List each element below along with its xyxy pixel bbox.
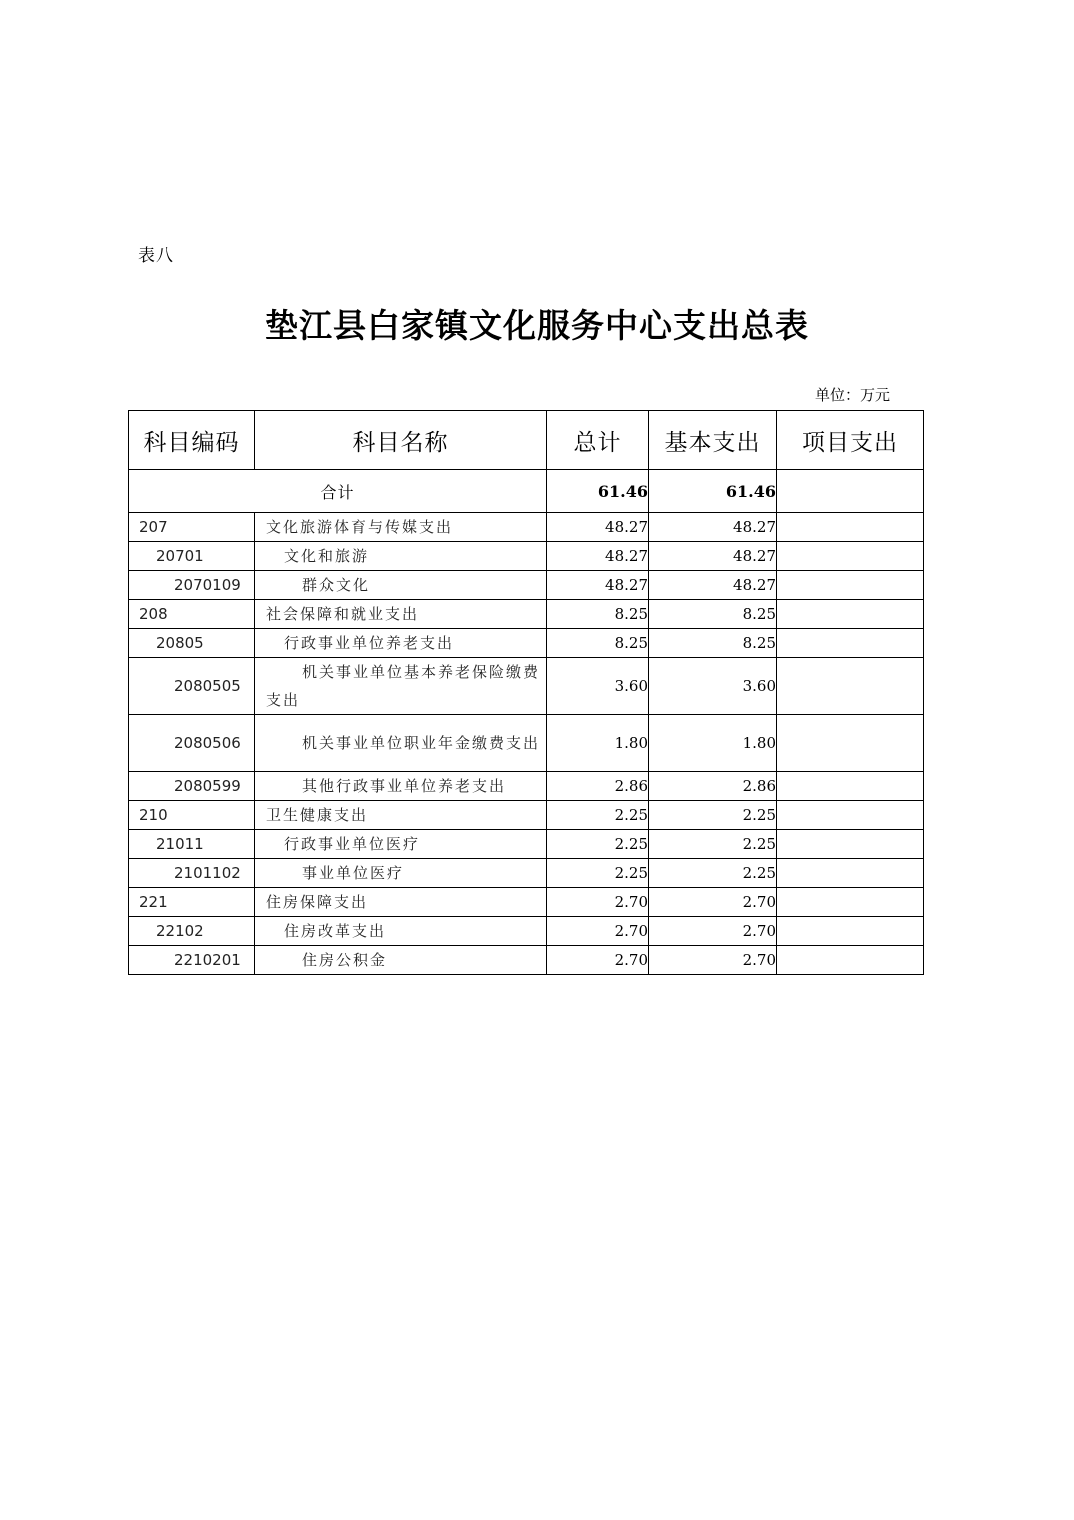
row-code: 2210201 [129,946,255,975]
table-row [129,801,924,830]
row-name: 社会保障和就业支出 [255,600,547,629]
row-code: 2080505 [129,658,255,715]
row-total: 8.25 [547,600,649,629]
row-basic: 3.60 [649,658,777,715]
table-row [129,715,924,772]
table-number-label: 表八 [138,246,174,266]
table-row [129,658,924,715]
table-row [129,888,924,917]
total-label: 合计 [129,470,547,513]
row-project [777,772,924,801]
row-code: 22102 [129,917,255,946]
row-total: 2.25 [547,859,649,888]
row-project [777,888,924,917]
row-code: 221 [129,888,255,917]
row-total: 48.27 [547,513,649,542]
row-code: 207 [129,513,255,542]
row-project [777,859,924,888]
row-project [777,830,924,859]
row-name: 行政事业单位医疗 [255,830,547,859]
row-basic: 1.80 [649,715,777,772]
row-name: 行政事业单位养老支出 [255,629,547,658]
table-row [129,542,924,571]
total-project [777,470,924,513]
total-row [129,470,924,513]
table-header-row [129,411,924,470]
row-code: 2080599 [129,772,255,801]
row-project [777,658,924,715]
row-code: 21011 [129,830,255,859]
row-basic: 2.70 [649,946,777,975]
table-row [129,629,924,658]
table-row [129,600,924,629]
table-row [129,772,924,801]
row-total: 2.70 [547,888,649,917]
row-name: 事业单位医疗 [255,859,547,888]
row-code: 2080506 [129,715,255,772]
row-total: 2.25 [547,830,649,859]
row-name: 住房公积金 [255,946,547,975]
row-name: 卫生健康支出 [255,801,547,830]
table-row [129,830,924,859]
table-row [129,859,924,888]
row-total: 48.27 [547,542,649,571]
row-total: 2.70 [547,946,649,975]
row-code: 2101102 [129,859,255,888]
row-code: 20805 [129,629,255,658]
row-name: 其他行政事业单位养老支出 [255,772,547,801]
row-basic: 2.25 [649,859,777,888]
row-basic: 8.25 [649,629,777,658]
row-code: 2070109 [129,571,255,600]
row-basic: 48.27 [649,571,777,600]
header-project: 项目支出 [777,411,924,470]
row-project [777,571,924,600]
row-basic: 2.70 [649,917,777,946]
row-project [777,917,924,946]
row-total: 3.60 [547,658,649,715]
page-title: 垫江县白家镇文化服务中心支出总表 [265,306,809,345]
header-total: 总计 [547,411,649,470]
row-total: 2.86 [547,772,649,801]
row-total: 2.70 [547,917,649,946]
row-project [777,513,924,542]
total-basic: 61.46 [649,470,777,513]
table-row [129,917,924,946]
row-project [777,629,924,658]
row-project [777,542,924,571]
row-project [777,946,924,975]
total-amount: 61.46 [547,470,649,513]
row-name: 文化旅游体育与传媒支出 [255,513,547,542]
row-total: 8.25 [547,629,649,658]
header-code: 科目编码 [129,411,255,470]
row-total: 1.80 [547,715,649,772]
row-basic: 48.27 [649,513,777,542]
row-name: 住房保障支出 [255,888,547,917]
row-project [777,715,924,772]
unit-label: 单位：万元 [814,386,890,404]
row-name: 住房改革支出 [255,917,547,946]
row-name: 群众文化 [255,571,547,600]
table-row [129,946,924,975]
header-basic: 基本支出 [649,411,777,470]
table-row [129,571,924,600]
row-basic: 48.27 [649,542,777,571]
row-name: 机关事业单位职业年金缴费支出 [255,715,547,772]
expenditure-table [128,410,924,975]
row-code: 208 [129,600,255,629]
row-basic: 2.25 [649,830,777,859]
header-name: 科目名称 [255,411,547,470]
row-basic: 8.25 [649,600,777,629]
row-project [777,801,924,830]
row-basic: 2.86 [649,772,777,801]
row-total: 48.27 [547,571,649,600]
row-basic: 2.70 [649,888,777,917]
row-basic: 2.25 [649,801,777,830]
row-name: 文化和旅游 [255,542,547,571]
row-code: 20701 [129,542,255,571]
row-code: 210 [129,801,255,830]
row-total: 2.25 [547,801,649,830]
row-project [777,600,924,629]
row-name: 机关事业单位基本养老保险缴费支出 [255,658,547,715]
table-row [129,513,924,542]
